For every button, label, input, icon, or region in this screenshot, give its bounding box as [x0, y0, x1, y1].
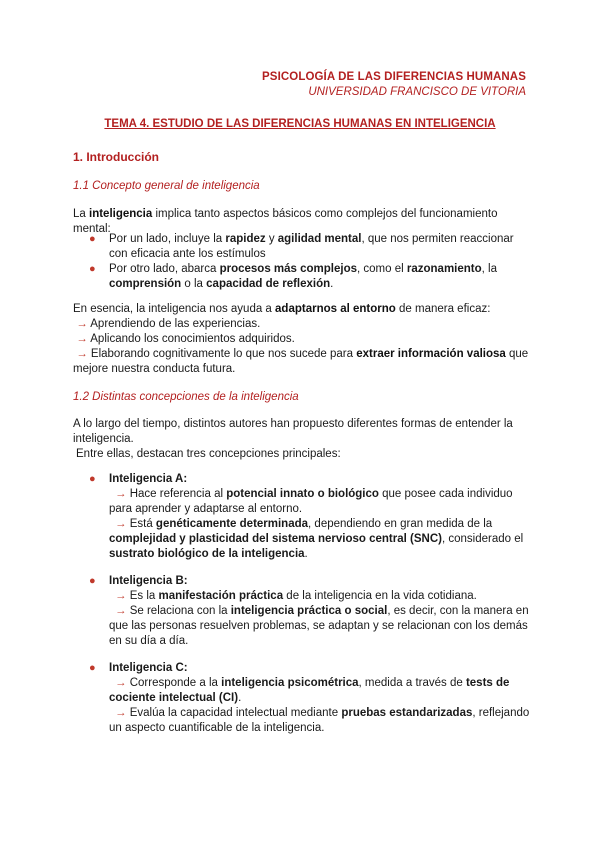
- keyword: potencial innato o biológico: [226, 488, 379, 500]
- bullet-icon: ●: [89, 473, 96, 485]
- concept-inteligencia-b: [73, 574, 533, 649]
- text: , medida a través de: [358, 677, 466, 689]
- concept-line: [73, 517, 533, 562]
- subsection-heading-1-2: 1.2 Distintas concepciones de la inteligencia: [73, 391, 299, 403]
- text: Entre ellas, destacan tres concepciones principales:: [76, 448, 341, 460]
- keyword: extraer información valiosa: [356, 348, 506, 360]
- keyword: capacidad de reflexión: [206, 278, 331, 290]
- keyword: sustrato biológico de la inteligencia: [109, 548, 305, 560]
- arrow-icon: →: [115, 590, 127, 602]
- text: .: [238, 692, 242, 704]
- text: Hace referencia al: [129, 488, 227, 500]
- keyword: agilidad mental: [277, 233, 362, 245]
- keyword: tests de cociente intelectual (CI): [109, 677, 510, 704]
- text: de la inteligencia en la vida cotidiana.: [283, 590, 477, 602]
- course-title: PSICOLOGÍA DE LAS DIFERENCIAS HUMANAS: [262, 71, 526, 83]
- subsection-heading-1-1: 1.1 Concepto general de inteligencia: [73, 180, 260, 192]
- text: Corresponde a la: [129, 677, 222, 689]
- text: A lo largo del tiempo, distintos autores han propuesto diferentes formas de entender la inteligencia.: [73, 418, 513, 445]
- list-item: [73, 232, 533, 262]
- concept-line: [73, 589, 533, 604]
- bullet-icon: ●: [89, 575, 96, 587]
- list-item: [73, 262, 533, 292]
- text: implica tanto aspectos básicos como complejos del funcionamiento mental:: [73, 208, 498, 235]
- keyword: adaptarnos al entorno: [275, 303, 396, 315]
- keyword: pruebas estandarizadas: [341, 707, 473, 719]
- arrow-icon: →: [115, 488, 127, 500]
- concept-title: [73, 574, 533, 589]
- concept-line: [73, 487, 533, 517]
- text: Por un lado, incluye la: [109, 233, 226, 245]
- bullet-icon: ●: [89, 263, 96, 275]
- essence-line: [73, 302, 533, 317]
- topic-title: TEMA 4. ESTUDIO DE LAS DIFERENCIAS HUMANAS EN INTELIGENCIA: [104, 118, 496, 130]
- arrow-icon: →: [115, 677, 127, 689]
- text: que posee cada individuo para aprender y adaptarse al entorno.: [109, 488, 513, 515]
- text: En esencia, la inteligencia nos ayuda a: [73, 303, 276, 315]
- text: o la: [181, 278, 207, 290]
- keyword: genéticamente determinada: [155, 518, 309, 530]
- text: Por otro lado, abarca: [109, 263, 220, 275]
- concept-title: [73, 472, 533, 487]
- text: Inteligencia B:: [109, 575, 188, 587]
- concept-inteligencia-c: [73, 661, 533, 736]
- text: , considerado el: [441, 533, 524, 545]
- university-name: UNIVERSIDAD FRANCISCO DE VITORIA: [308, 86, 526, 98]
- text: Inteligencia C:: [109, 662, 188, 674]
- text: , dependiendo en gran medida de la: [308, 518, 493, 530]
- bullet-icon: ●: [89, 233, 96, 245]
- arrow-item: [73, 347, 533, 377]
- arrow-item: [73, 317, 533, 332]
- text: y: [265, 233, 278, 245]
- arrow-item: [73, 332, 533, 347]
- bullet-icon: ●: [89, 662, 96, 674]
- text: Aplicando los conocimientos adquiridos.: [90, 333, 295, 345]
- bullet-list: [73, 232, 533, 292]
- concept-line: [73, 676, 533, 706]
- arrow-icon: →: [115, 518, 127, 530]
- text: Es la: [129, 590, 159, 602]
- keyword: complejidad y plasticidad del sistema nervioso central (SNC): [109, 533, 442, 545]
- text: , que nos permiten reaccionar con eficacia ante los estímulos: [109, 233, 514, 260]
- text: Está: [129, 518, 156, 530]
- concept-title: [73, 661, 533, 676]
- text: , reflejando un aspecto cuantificable de la inteligencia.: [109, 707, 530, 734]
- arrow-icon: →: [115, 605, 127, 617]
- keyword: procesos más complejos: [219, 263, 358, 275]
- text: , la: [481, 263, 497, 275]
- text: .: [304, 548, 308, 560]
- paragraph-essence: [73, 302, 533, 377]
- concept-line: [73, 706, 533, 736]
- keyword: inteligencia: [89, 208, 153, 220]
- concept-line: [73, 604, 533, 649]
- text: Evalúa la capacidad intelectual mediante: [129, 707, 342, 719]
- concept-inteligencia-a: [73, 472, 533, 562]
- text: Se relaciona con la: [129, 605, 231, 617]
- text: de manera eficaz:: [395, 303, 491, 315]
- arrow-icon: →: [76, 333, 88, 345]
- keyword: manifestación práctica: [158, 590, 284, 602]
- document-header: [262, 70, 526, 100]
- arrow-icon: →: [76, 318, 88, 330]
- section-heading: 1. Introducción: [73, 150, 160, 164]
- keyword: rapidez: [225, 233, 266, 245]
- keyword: inteligencia práctica o social: [230, 605, 388, 617]
- text: Inteligencia A:: [109, 473, 188, 485]
- arrow-icon: →: [115, 707, 127, 719]
- keyword: razonamiento: [406, 263, 482, 275]
- keyword: comprensión: [109, 278, 182, 290]
- text: Aprendiendo de las experiencias.: [90, 318, 261, 330]
- text: La: [73, 208, 89, 220]
- text: Elaborando cognitivamente lo que nos sucede para: [90, 348, 357, 360]
- text: .: [330, 278, 334, 290]
- keyword: inteligencia psicométrica: [221, 677, 359, 689]
- text: , como el: [357, 263, 407, 275]
- paragraph-concepciones: [73, 417, 533, 462]
- text: que mejore nuestra conducta futura.: [73, 348, 529, 375]
- text: , es decir, con la manera en que las personas resuelven problemas, se adaptan y se relacionan con los demás en su día a día.: [109, 605, 529, 647]
- arrow-icon: →: [76, 348, 88, 360]
